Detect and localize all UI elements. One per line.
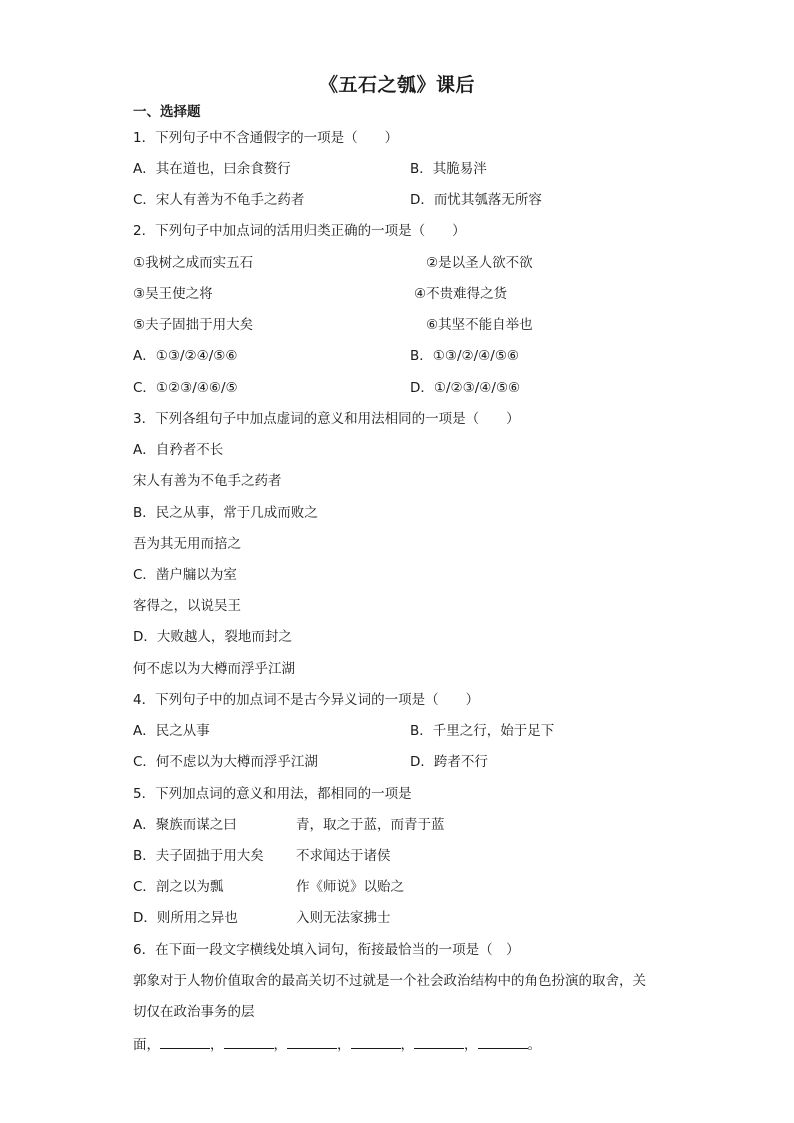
question-5-option-a-left: A．聚族而谋之曰 (133, 817, 237, 833)
question-5-option-c-right: 作《师说》以贻之 (296, 879, 404, 895)
answer-blank-1[interactable] (160, 1036, 210, 1049)
question-2-sentence-4: ④不贵难得之货 (414, 286, 508, 302)
answer-blank-4[interactable] (351, 1036, 401, 1049)
comma: ， (210, 1037, 224, 1053)
period: 。 (527, 1037, 541, 1053)
question-2-sentence-5: ⑤夫子固拙于用大矣 (133, 317, 254, 333)
section-heading: 一、选择题 (133, 104, 201, 120)
question-2-option-d: D．①/②③/④/⑤⑥ (410, 380, 521, 396)
question-5-option-d-right: 入则无法家拂士 (296, 910, 391, 926)
question-5-option-b-left: B．夫子固拙于用大矣 (133, 848, 264, 864)
answer-blank-6[interactable] (478, 1036, 528, 1049)
question-2-sentence-3: ③吴王使之将 (133, 286, 213, 302)
question-3-option-a-line2: 宋人有善为不龟手之药者 (133, 473, 282, 489)
question-1-option-b: B．其脆易泮 (410, 161, 487, 177)
question-2-stem: 2．下列句子中加点词的活用归类正确的一项是（ ） (133, 223, 466, 239)
question-6-passage-start: 面， (133, 1037, 160, 1053)
question-2-sentence-6: ⑥其坚不能自举也 (426, 317, 533, 333)
question-6-passage-line1: 郭象对于人物价值取舍的最高关切不过就是一个社会政治结构中的角色扮演的取舍，关 (133, 973, 646, 989)
question-4-option-d: D．跨者不行 (410, 754, 488, 770)
question-5-stem: 5．下列加点词的意义和用法，都相同的一项是 (133, 786, 412, 802)
question-2-option-a: A．①③/②④/⑤⑥ (133, 348, 238, 364)
question-2-sentence-1: ①我树之成而实五石 (133, 255, 254, 271)
question-3-option-c-line1: C．凿户牖以为室 (133, 567, 237, 583)
question-6-fill-line (133, 1036, 541, 1054)
comma: ， (337, 1037, 351, 1053)
question-1-option-c: C．宋人有善为不龟手之药者 (133, 192, 305, 208)
question-5-option-b-right: 不求闻达于诸侯 (296, 848, 391, 864)
question-1-option-d: D．而忧其瓠落无所容 (410, 192, 542, 208)
question-5-option-c-left: C．剖之以为瓢 (133, 879, 224, 895)
question-5-option-d-left: D．则所用之异也 (133, 910, 238, 926)
answer-blank-3[interactable] (287, 1036, 337, 1049)
question-6-stem: 6．在下面一段文字横线处填入词句，衔接最恰当的一项是（ ） (133, 942, 520, 958)
question-3-option-d-line1: D．大败越人，裂地而封之 (133, 629, 292, 645)
question-1-option-a: A．其在道也，曰余食赘行 (133, 161, 291, 177)
question-3-option-c-line2: 客得之，以说吴王 (133, 598, 241, 614)
question-3-option-b-line1: B．民之从事，常于几成而败之 (133, 505, 318, 521)
comma: ， (464, 1037, 478, 1053)
answer-blank-2[interactable] (224, 1036, 274, 1049)
question-3-option-a-line1: A．自矜者不长 (133, 442, 224, 458)
page-title: 《五石之瓠》课后 (318, 74, 475, 96)
question-6-passage-line2: 切仅在政治事务的层 (133, 1004, 255, 1020)
question-4-option-a: A．民之从事 (133, 723, 210, 739)
answer-blank-5[interactable] (414, 1036, 464, 1049)
question-5-option-a-right: 青，取之于蓝，而青于蓝 (296, 817, 445, 833)
question-4-option-c: C．何不虑以为大樽而浮乎江湖 (133, 754, 318, 770)
question-2-option-b: B．①③/②/④/⑤⑥ (410, 348, 520, 364)
question-2-sentence-2: ②是以圣人欲不欲 (426, 255, 533, 271)
question-2-option-c: C．①②③/④⑥/⑤ (133, 380, 238, 396)
question-1-stem: 1．下列句子中不含通假字的一项是（ ） (133, 130, 399, 146)
question-3-stem: 3．下列各组句子中加点虚词的意义和用法相同的一项是（ ） (133, 411, 520, 427)
question-4-stem: 4．下列句子中的加点词不是古今异义词的一项是（ ） (133, 692, 480, 708)
question-3-option-d-line2: 何不虑以为大樽而浮乎江湖 (133, 661, 295, 677)
question-4-option-b: B．千里之行，始于足下 (410, 723, 555, 739)
comma: ， (273, 1037, 287, 1053)
question-3-option-b-line2: 吾为其无用而掊之 (133, 536, 241, 552)
comma: ， (400, 1037, 414, 1053)
